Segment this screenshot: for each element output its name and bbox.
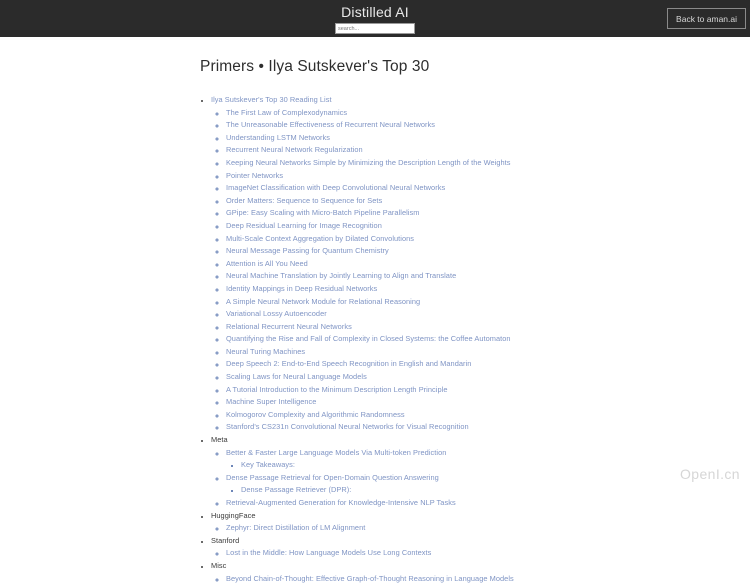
outline-link[interactable]: Better & Faster Large Language Models Via Multi-token Prediction bbox=[226, 447, 447, 457]
outline-link[interactable]: Retrieval-Augmented Generation for Knowledge-Intensive NLP Tasks bbox=[226, 498, 456, 507]
outline-link[interactable]: Neural Message Passing for Quantum Chemistry bbox=[226, 246, 389, 256]
outline-item bbox=[226, 521, 750, 534]
outline-link[interactable]: Lost in the Middle: How Language Models Use Long Contexts bbox=[226, 548, 432, 558]
page-content bbox=[0, 37, 750, 583]
outline-item bbox=[226, 496, 750, 509]
outline-link[interactable]: Understanding LSTM Networks bbox=[226, 132, 331, 142]
outline-sublist bbox=[211, 106, 750, 433]
outline-link[interactable]: Recurrent Neural Network Regularization bbox=[226, 145, 363, 155]
outline-item bbox=[226, 219, 750, 232]
outline-link[interactable]: Dense Passage Retrieval for Open-Domain Question Answering bbox=[226, 472, 439, 482]
outline-item bbox=[226, 370, 750, 383]
outline-label: Meta bbox=[211, 435, 228, 445]
outline-label: Misc bbox=[211, 560, 227, 570]
outline-link[interactable]: GPipe: Easy Scaling with Micro-Batch Pipeline Parallelism bbox=[226, 208, 420, 218]
outline-link[interactable]: Order Matters: Sequence to Sequence for Sets bbox=[226, 195, 383, 205]
outline-link[interactable]: The Unreasonable Effectiveness of Recurrent Neural Networks bbox=[226, 120, 436, 130]
outline-link[interactable]: Relational Recurrent Neural Networks bbox=[226, 321, 352, 331]
outline-item bbox=[226, 181, 750, 194]
outline-link[interactable]: Deep Residual Learning for Image Recognition bbox=[226, 220, 382, 230]
outline-item bbox=[241, 483, 750, 496]
outline-link[interactable]: Machine Super Intelligence bbox=[226, 397, 317, 407]
outline-item bbox=[211, 93, 750, 433]
outline-sublist bbox=[226, 483, 750, 496]
outline-item bbox=[226, 420, 750, 433]
outline-link[interactable]: Dense Passage Retriever (DPR): bbox=[241, 485, 352, 495]
outline-link[interactable]: The First Law of Complexodynamics bbox=[226, 107, 348, 117]
outline-link[interactable]: ImageNet Classification with Deep Convolutional Neural Networks bbox=[226, 183, 446, 193]
outline-item bbox=[226, 446, 750, 471]
outline-link[interactable]: A Tutorial Introduction to the Minimum Description Length Principle bbox=[226, 384, 448, 394]
outline-item bbox=[226, 131, 750, 144]
outline-link[interactable]: Multi-Scale Context Aggregation by Dilated Convolutions bbox=[226, 233, 415, 243]
outline-link[interactable]: Identity Mappings in Deep Residual Networks bbox=[226, 283, 378, 293]
outline-link[interactable]: Attention is All You Need bbox=[226, 258, 308, 268]
outline-link[interactable]: Quantifying the Rise and Fall of Complexity in Closed Systems: the Coffee Automaton bbox=[226, 334, 511, 344]
outline-item bbox=[226, 395, 750, 408]
outline-item bbox=[226, 307, 750, 320]
outline-item bbox=[226, 357, 750, 370]
outline-item bbox=[226, 244, 750, 257]
outline-sublist bbox=[211, 546, 750, 559]
outline-link[interactable]: Ilya Sutskever's Top 30 Reading List bbox=[211, 95, 332, 104]
outline-sublist bbox=[226, 458, 750, 471]
outline-item bbox=[226, 156, 750, 169]
outline-item bbox=[226, 546, 750, 559]
brand-title: Distilled AI bbox=[341, 4, 409, 20]
outline-item bbox=[241, 458, 750, 471]
outline-item bbox=[211, 534, 750, 559]
outline-item bbox=[226, 383, 750, 396]
outline-list bbox=[0, 93, 750, 584]
top-header-bar bbox=[0, 0, 750, 37]
brand-block bbox=[335, 0, 415, 34]
outline-item bbox=[226, 269, 750, 282]
outline-link[interactable]: Stanford's CS231n Convolutional Neural Networks for Visual Recognition bbox=[226, 422, 469, 432]
outline-item bbox=[211, 433, 750, 509]
outline-link[interactable]: Beyond Chain-of-Thought: Effective Graph-of-Thought Reasoning in Language Models bbox=[226, 573, 514, 583]
outline-item bbox=[226, 257, 750, 270]
outline-item bbox=[226, 106, 750, 119]
outline-sublist bbox=[211, 572, 750, 585]
outline-link[interactable]: Scaling Laws for Neural Language Models bbox=[226, 372, 367, 382]
outline-link[interactable]: A Simple Neural Network Module for Relational Reasoning bbox=[226, 296, 421, 306]
outline-item bbox=[226, 118, 750, 131]
outline-link[interactable]: Neural Turing Machines bbox=[226, 346, 306, 356]
outline-label: HuggingFace bbox=[211, 510, 256, 520]
search-input[interactable] bbox=[335, 23, 415, 34]
outline-label: Stanford bbox=[211, 535, 240, 545]
outline-item bbox=[211, 509, 750, 534]
outline-item bbox=[226, 143, 750, 156]
outline-item bbox=[211, 559, 750, 584]
outline-item bbox=[226, 345, 750, 358]
outline-link[interactable]: Pointer Networks bbox=[226, 170, 284, 180]
back-to-amanai-button[interactable]: Back to aman.ai bbox=[667, 8, 746, 29]
outline-item bbox=[226, 320, 750, 333]
outline-sublist bbox=[211, 446, 750, 509]
outline-item bbox=[226, 282, 750, 295]
watermark: OpenI.cn bbox=[679, 466, 740, 482]
page-title: Primers • Ilya Sutskever's Top 30 bbox=[200, 58, 430, 75]
outline-link[interactable]: Kolmogorov Complexity and Algorithmic Randomness bbox=[226, 409, 405, 419]
outline-link[interactable]: Key Takeaways: bbox=[241, 460, 295, 470]
outline-link[interactable]: Deep Speech 2: End-to-End Speech Recognition in English and Mandarin bbox=[226, 359, 472, 369]
outline-link[interactable]: Keeping Neural Networks Simple by Minimizing the Description Length of the Weights bbox=[226, 157, 511, 167]
outline-item bbox=[226, 572, 750, 585]
outline-item bbox=[226, 232, 750, 245]
outline-link[interactable]: Zephyr: Direct Distillation of LM Alignment bbox=[226, 523, 366, 533]
outline-item bbox=[226, 169, 750, 182]
outline-sublist bbox=[211, 521, 750, 534]
outline-item bbox=[226, 408, 750, 421]
outline-link[interactable]: Neural Machine Translation by Jointly Learning to Align and Translate bbox=[226, 271, 457, 281]
outline-item bbox=[226, 194, 750, 207]
outline-link[interactable]: Variational Lossy Autoencoder bbox=[226, 309, 327, 319]
outline-item bbox=[226, 332, 750, 345]
outline-item bbox=[226, 295, 750, 308]
outline-item bbox=[226, 206, 750, 219]
outline-item bbox=[226, 471, 750, 496]
